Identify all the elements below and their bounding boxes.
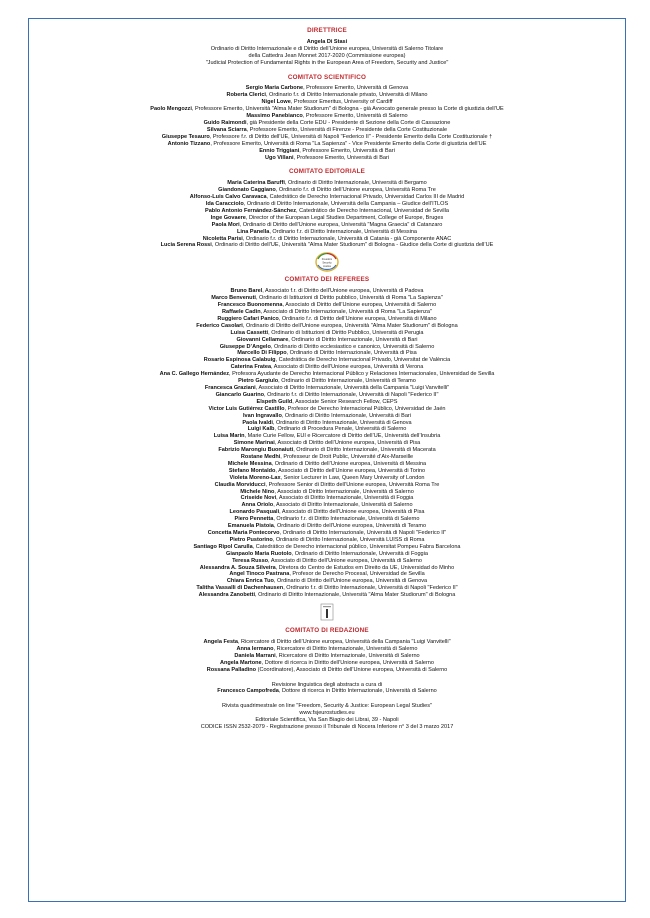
- member-name: Simone Marinai: [233, 440, 275, 447]
- member-role: , Associato di Diritto dell’Unione europea, Università di Salerno: [268, 557, 422, 564]
- member-role: , Professore Emerito, Università di Roma "La Sapienza" - Vice Presidente Emerito della Corte di giustizia dell’UE: [210, 140, 487, 147]
- member-name: Concetta Maria Pontecorvo: [207, 530, 280, 536]
- referee-member: [30, 523, 624, 530]
- editoriale-list: [30, 180, 624, 249]
- member-name: Giancarlo Guarino: [215, 391, 264, 398]
- editoriale-member: [30, 215, 624, 222]
- footer-line: CODICE ISSN 2532-2079 - Registrazione presso il Tribunale di Nocera Inferiore n° 3 del 3 marzo 2017: [200, 724, 454, 731]
- member-name: Alessandra Zanobetti: [198, 592, 256, 599]
- member-role: , Ordinario di Diritto Internazionale, Università di Macerata: [293, 447, 436, 454]
- svg-text:Justice: Justice: [322, 265, 332, 269]
- editoriale-member: [30, 236, 624, 243]
- member-role: , Profesor de Derecho Internacional Público, Universidad de Jaén: [284, 405, 446, 412]
- member-role: , Ordinario f.r. di Diritto Internazionale, Università di Napoli "Federico II": [283, 585, 458, 592]
- referee-member: [30, 592, 624, 599]
- referee-member: [30, 551, 624, 558]
- footer-line: Rivista quadrimestrale on line "Freedom, Security & Justice: European Legal Studies": [222, 703, 432, 710]
- member-name: Roberta Clerici: [226, 92, 266, 99]
- member-role: , Ricercatore di Diritto Internazionale, Università di Salerno: [275, 652, 420, 659]
- referee-member: [30, 323, 624, 330]
- editoriale-member: [30, 229, 624, 236]
- referee-member: [30, 433, 624, 440]
- referee-member: [30, 502, 624, 509]
- member-role: , Ricercatore di Diritto dell’Unione europea, Università della Campania "Luigi Vanvitelli": [237, 638, 451, 645]
- member-role: , Professore Emerito, Università di Genova: [303, 85, 409, 92]
- member-role: , Associato di Diritto Internazionale, Università della Campania "Luigi Vanvitelli": [255, 384, 450, 391]
- member-name: Stefano Montaldo: [228, 467, 276, 474]
- member-name: Raffaele Cadin: [222, 309, 261, 315]
- member-name: Giuseppe Tesauro: [161, 133, 210, 140]
- member-role: , Dottore di ricerca in Diritto dell’Unione europea, Università di Salerno: [261, 659, 434, 666]
- journal-logo-icon: [314, 251, 340, 273]
- referee-member: [30, 406, 624, 413]
- member-role: , Associato di Diritto Internazionale, Università di Salerno: [274, 488, 414, 495]
- member-name: Fabrizio Marongiu Buonaiuti: [218, 447, 294, 454]
- referee-member: [30, 447, 624, 454]
- member-name: Rosario Espinosa Calabuig: [203, 357, 276, 364]
- member-name: Nicoletta Parisi: [202, 235, 243, 242]
- member-name: Claudia Morviducci: [214, 481, 266, 488]
- member-role: , Ordinario f.r. di Diritto Internazionale privato, Università di Milano: [265, 92, 428, 99]
- referee-member: [30, 544, 624, 551]
- member-name: Silvana Sciarra: [206, 126, 247, 133]
- direttrice-line: Ordinario di Diritto Internazionale e di Diritto dell’Unione europea, Università di Salerno Titolare: [210, 45, 444, 52]
- member-role: , Professeur de Droit Public, Université d’Aix-Marseille: [280, 454, 414, 461]
- member-role: , Ordinario di Diritto Internazionale, Università LUISS di Roma: [272, 536, 425, 543]
- scientifico-member: [30, 92, 624, 99]
- member-name: Ida Caracciolo: [205, 201, 244, 208]
- member-name: Ángel Tinoco Pastrana: [229, 571, 290, 578]
- referee-member: [30, 489, 624, 496]
- revisione-intro: Revisione linguistica degli abstracts a cura di: [271, 681, 383, 688]
- member-role: , Ordinario di Diritto Internazionale, Università di Foggia: [291, 550, 428, 557]
- member-role: , Professore Emerito, Università "Alma Mater Studiorum" di Bologna - già Avvocato generale presso la Corte di giustizia dell’UE: [191, 106, 504, 113]
- member-name: Sergio Maria Carbone: [245, 85, 304, 92]
- member-role: , Ordinario di Diritto dell’Unione europea, Università di Genova: [273, 578, 428, 585]
- referee-member: [30, 295, 624, 302]
- member-name: Guido Raimondi: [203, 119, 247, 126]
- referee-member: [30, 399, 624, 406]
- member-role: , Profesor de Derecho Procesal, Universidad de Sevilla: [289, 571, 425, 578]
- member-role: , Ordinario f.r. di Diritto Internazionale, Università di Napoli "Federico II": [263, 391, 439, 398]
- referee-member: [30, 475, 624, 482]
- member-name: Paolo Mengozzi: [150, 106, 192, 113]
- scientifico-member: [30, 155, 624, 162]
- member-role: , Ordinario di Diritto Internazionale, Università di Bari: [281, 412, 412, 419]
- member-name: Chiara Enrica Tuo: [226, 578, 274, 585]
- member-role: , Associato f.r. di Diritto dell’Unione europea, Università di Padova: [262, 288, 424, 295]
- referee-member: [30, 495, 624, 502]
- member-name: Michele Nino: [240, 488, 275, 495]
- member-role: , Ordinario di Diritto Internazionale, Università di Pisa: [286, 350, 417, 357]
- referee-member: [30, 468, 624, 475]
- member-name: Nigel Lowe: [261, 99, 291, 106]
- member-role: , Ordinario f.r. di Diritto Internazionale, Università di Salerno: [273, 516, 420, 523]
- journal-logo: [30, 251, 624, 273]
- scientifico-member: [30, 148, 624, 155]
- editoriale-member: [30, 180, 624, 187]
- member-role: , Associate Senior Research Fellow, CEPS: [292, 398, 398, 405]
- referees-list: [30, 288, 624, 599]
- member-name: Lina Panella: [236, 228, 270, 235]
- redazione-member: [30, 646, 624, 653]
- member-role: , Professore Emerito, Università di Firenze - Presidente della Corte Costituzionale: [246, 126, 448, 133]
- member-role: , Ordinario di Istituzioni di Diritto pubblico, Università di Roma "La Sapienza": [255, 295, 443, 302]
- member-name: Inge Govaere: [210, 214, 246, 221]
- member-name: Talitha Vassalli di Dachenhausen: [196, 585, 284, 592]
- masthead-content: [30, 28, 624, 731]
- referee-member: [30, 302, 624, 309]
- member-name: Pablo Antonio Fernández-Sánchez: [205, 207, 297, 214]
- member-name: Violeta Moreno-Lax: [229, 474, 281, 481]
- member-name: Ennio Triggiani: [259, 147, 300, 154]
- member-name: Teresa Russo: [232, 557, 269, 564]
- referee-member: [30, 344, 624, 351]
- footer-line: Editoriale Scientifica, Via San Biagio dei Librai, 39 - Napoli: [255, 717, 399, 724]
- referees-heading: COMITATO DEI REFEREES: [284, 276, 370, 284]
- member-name: Bruno Barel: [230, 288, 263, 295]
- scientifico-member: [30, 120, 624, 127]
- member-name: Marco Benvenuti: [211, 295, 256, 302]
- member-role: , Associato di Diritto dell’Unione europea, Università di Verona: [271, 364, 424, 371]
- member-name: Giandonato Caggiano: [218, 187, 276, 194]
- member-role: , Ordinario di Procedura Penale, Università di Salerno: [274, 426, 407, 433]
- member-name: Marcello Di Filippo: [237, 350, 287, 357]
- direttrice-heading: DIRETTRICE: [307, 27, 347, 34]
- member-role: , Professore Emerito, Università di Bari: [299, 147, 395, 154]
- member-name: Piero Pennetta: [234, 516, 274, 523]
- redazione-member: [30, 660, 624, 667]
- member-role: , Ordinario di Diritto Internazionale, Università di Bergamo: [284, 180, 427, 187]
- member-role: , Ordinario di Diritto dell’Unione europea, Università di Teramo: [273, 523, 427, 530]
- member-role: , Ordinario f.r. di Diritto dell’Unione europea, Università Roma Tre: [275, 187, 436, 194]
- referee-member: [30, 509, 624, 516]
- member-name: Alfonso-Luis Calvo Caravaca: [189, 194, 267, 201]
- member-role: , Ordinario di Diritto Internazionale, Università della Campania – Giudice dell’ITLOS: [243, 201, 449, 208]
- member-role: , Professore Emerito, Università di Bari: [293, 154, 390, 161]
- referee-member: [30, 350, 624, 357]
- member-role: , Associato di Diritto dell’Unione europea, Università di Pisa: [274, 440, 421, 447]
- referee-member: [30, 337, 624, 344]
- member-name: Antonio Tizzano: [167, 140, 211, 147]
- member-name: Luisa Marin: [213, 433, 245, 440]
- website-link[interactable]: www.fsjeurostudies.eu: [299, 710, 355, 717]
- referee-member: [30, 413, 624, 420]
- scientifico-member: [30, 134, 624, 141]
- member-name: Ana C. Gallego Hernández: [159, 371, 229, 378]
- member-role: , Catedrática de Derecho Internacional Privado, Universitat de València: [275, 357, 451, 364]
- member-name: Maria Caterina Baruffi: [227, 180, 285, 187]
- scientifico-member: [30, 141, 624, 148]
- referee-member: [30, 371, 624, 378]
- editoriale-member: [30, 242, 624, 249]
- referee-member: [30, 530, 624, 537]
- member-name: Paola Ivaldi: [242, 419, 273, 426]
- member-name: Rostane Medhi: [240, 454, 281, 461]
- member-role: , Ordinario di Diritto dell'UE, Università "Alma Mater Studiorum" di Bologna - Giudice della Corte di giustizia dell’UE: [211, 242, 494, 249]
- member-role: , Catedrático de Derecho internacional público, Universitat Pompeu Fabra Barcelona: [252, 543, 461, 550]
- member-name: Federico Casolari: [196, 322, 243, 329]
- member-name: Pietro Pustorino: [229, 536, 273, 543]
- member-role: , Ordinario di Istituzioni di Diritto Pubblico, Università di Perugia: [268, 329, 424, 336]
- editoriale-member: [30, 222, 624, 229]
- redazione-member: [30, 667, 624, 674]
- referee-member: [30, 537, 624, 544]
- member-role: , Associato di Diritto Internazionale, Università di Foggia: [276, 495, 414, 502]
- member-name: Ugo Villani: [264, 154, 294, 161]
- member-role: , Ricercatore di Diritto Internazionale, Università di Salerno: [273, 645, 418, 652]
- scientifico-member: [30, 106, 624, 113]
- member-name: Francesca Graziani: [204, 384, 256, 391]
- revisione-entry: Francesco Campofreda, Dottore di ricerca in Diritto Internazionale, Università di Salerno: [217, 688, 437, 695]
- referee-member: [30, 585, 624, 592]
- member-name: Giuseppe D’Angelo: [219, 343, 271, 350]
- member-role: , Associato di Diritto dell'Unione europea, Università di Salerno: [282, 302, 437, 309]
- member-role: , Ordinario di Diritto Internazionale, Università di Genova: [272, 419, 412, 426]
- referee-member: [30, 392, 624, 399]
- svg-text:Security: Security: [322, 261, 332, 265]
- member-role: , Ordinario f.r. di Diritto dell’Unione europea, Università di Milano: [278, 315, 437, 322]
- referee-member: [30, 571, 624, 578]
- referee-member: [30, 558, 624, 565]
- editoriale-member: [30, 194, 624, 201]
- scientifico-member: [30, 113, 624, 120]
- member-role: , Professore Senior di Diritto dell’Unione europea, Università Roma Tre: [265, 481, 440, 488]
- direttrice-name: Angela Di Stasi: [306, 38, 348, 45]
- member-name: Ruggiero Cafari Panico: [217, 315, 279, 322]
- member-name: Luisa Cassetti: [230, 329, 269, 336]
- member-role: , Ordinario f.r. di Diritto Internazionale, Università di Messina: [269, 228, 418, 235]
- member-role: , Associato di Diritto dell’Unione europea, Università di Torino: [275, 467, 426, 474]
- member-name: Pietro Gargiulo: [238, 378, 279, 385]
- scientifico-heading: COMITATO SCIENTIFICO: [287, 73, 367, 81]
- member-role: , Associato di Diritto Internazionale, Università di Salerno: [273, 502, 413, 509]
- member-role: , Ordinario f.r. di Diritto Internazionale, Università di Catania - già Componente ANAC: [242, 235, 452, 242]
- member-role: , Ordinario di Diritto dell’Unione europea, Università "Alma Mater Studiorum" di Bologna: [242, 322, 458, 329]
- referee-member: [30, 426, 624, 433]
- referee-member: [30, 565, 624, 572]
- editoriale-member: [30, 208, 624, 215]
- referee-member: [30, 578, 624, 585]
- member-name: Alessandra A. Souza Silveira: [199, 564, 276, 571]
- member-name: Michele Messina: [227, 460, 272, 467]
- member-name: Francesco Buonomenna: [217, 302, 283, 309]
- referee-member: [30, 482, 624, 489]
- member-name: Angela Festa: [203, 638, 238, 645]
- referee-member: [30, 385, 624, 392]
- member-role: , Ordinario di Diritto ecclesiastico e canonico, Università di Salerno: [270, 343, 435, 350]
- member-name: Leonardo Pasquali: [229, 509, 280, 516]
- member-role: , Ordinario di Diritto Internazionale, Università "Alma Mater Studiorum" di Bologna: [255, 592, 456, 599]
- editorial-emblem: [30, 602, 624, 622]
- member-name: Santiago Ripol Carulla: [193, 543, 253, 550]
- member-role: , Catedrático de Derecho Internacional Privado, Universidad Carlos III de Madrid: [266, 194, 465, 201]
- direttrice-line: della Cattedra Jean Monnet 2017-2020 (Commissione europea): [248, 52, 406, 59]
- scientifico-member: [30, 85, 624, 92]
- member-name: Gianpaolo Maria Ruotolo: [226, 550, 292, 557]
- member-name: Lucia Serena Rossi: [160, 242, 212, 249]
- member-role: , Profesora Ayudante de Derecho Internacional Público y Relaciones Internacionales, Universidad de Sevilla: [228, 371, 495, 378]
- member-name: Ivan Ingravallo: [242, 412, 282, 419]
- member-name: Caterina Fratea: [230, 364, 272, 371]
- member-name: Paola Mori: [211, 221, 240, 228]
- referee-member: [30, 461, 624, 468]
- svg-text:Freedom: Freedom: [321, 258, 333, 262]
- member-role: , Director of the European Legal Studies Department, College of Europe, Bruges: [245, 214, 444, 221]
- redazione-heading: COMITATO DI REDAZIONE: [285, 627, 369, 635]
- referee-member: [30, 364, 624, 371]
- member-name: Emanuela Pistoia: [227, 523, 274, 530]
- member-role: , Ordinario di Diritto Internazionale, Università di Teramo: [278, 378, 416, 385]
- referee-member: [30, 357, 624, 364]
- member-name: Daniela Marrani: [234, 652, 276, 659]
- member-name: Massimo Panebianco: [246, 113, 303, 120]
- referee-member: [30, 420, 624, 427]
- member-role: , Catedrático de Derecho Internacional, Universidad de Sevilla: [296, 207, 449, 214]
- member-role: , Professore f.r. di Diritto dell'UE, Università di Napoli "Federico II" - Presidente Emerito della Corte Costituzionale †: [209, 133, 493, 140]
- member-role: (Coordinatore), Associato di Diritto dell’Unione europea, Università di Salerno: [256, 666, 448, 673]
- redazione-member: [30, 639, 624, 646]
- member-role: , Associato di Diritto Internazionale, Università di Roma "La Sapienza": [260, 309, 432, 315]
- member-name: Luigi Kalb: [247, 426, 275, 433]
- direttrice-line: "Judicial Protection of Fundamental Rights in the European Area of Freedom, Security and Justice": [205, 59, 449, 66]
- member-name: Victor Luis Gutiérrez Castillo: [208, 405, 285, 412]
- referee-member: [30, 330, 624, 337]
- scientifico-list: [30, 85, 624, 161]
- referee-member: [30, 378, 624, 385]
- scientifico-member: [30, 99, 624, 106]
- publisher-emblem-icon: [320, 603, 334, 621]
- referee-member: [30, 440, 624, 447]
- redazione-member: [30, 653, 624, 660]
- member-role: , Professore Emerito, Università di Salerno: [302, 113, 408, 120]
- redazione-list: [30, 639, 624, 674]
- member-role: , Marie Curie Fellow, EUI e Ricercatore di Diritto dell’UE, Università dell’Insubria: [244, 433, 441, 440]
- editoriale-heading: COMITATO EDITORIALE: [288, 168, 366, 176]
- member-role: , Senior Lecturer in Law, Queen Mary University of London: [280, 474, 425, 481]
- member-role: , Ordinario di Diritto dell’Unione europea, Università di Messina: [271, 460, 427, 467]
- member-role: , Associato di Diritto dell'Unione europea, Università di Pisa: [279, 509, 425, 516]
- scientifico-member: [30, 127, 624, 134]
- editoriale-member: [30, 187, 624, 194]
- referee-member: [30, 516, 624, 523]
- member-name: Angela Martone: [220, 659, 262, 666]
- referee-member: [30, 316, 624, 323]
- member-name: Anna Iermano: [236, 645, 274, 652]
- editoriale-member: [30, 201, 624, 208]
- member-role: , Ordinario di Diritto Internazionale, Università di Bari: [288, 336, 418, 343]
- referee-member: [30, 288, 624, 295]
- member-name: Rossana Palladino: [206, 666, 257, 673]
- member-name: Giovanni Cellamare: [236, 336, 289, 343]
- referee-member: [30, 454, 624, 461]
- member-role: , Professor Emeritus, University of Cardiff: [290, 99, 393, 106]
- member-role: , Ordinario di Diritto Internazionale, Università di Napoli "Federico II": [279, 530, 447, 536]
- member-name: Criseide Novi: [240, 495, 277, 502]
- member-name: Elspeth Guild: [256, 398, 293, 405]
- member-role: , Ordinario di Diritto dell'Unione europea, Università "Magna Graecia" di Catanzaro: [239, 221, 443, 228]
- referee-member: [30, 309, 624, 316]
- member-role: , già Presidente della Corte EDU - Presidente di Sezione della Corte di Cassazione: [246, 119, 451, 126]
- member-name: Anna Oriolo: [241, 502, 274, 509]
- member-role: , Diretora do Centro de Estudos em Direito da UE, Universidad do Minho: [275, 564, 455, 571]
